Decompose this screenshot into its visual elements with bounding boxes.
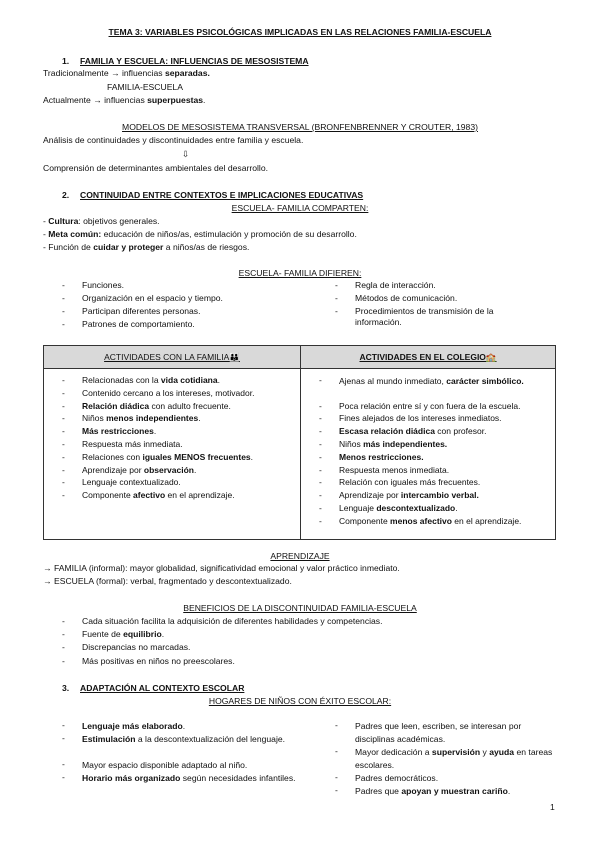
school-activities-header: ACTIVIDADES EN EL COLEGIO🏫 [301, 346, 556, 369]
aprendizaje-title: APRENDIZAJE [270, 551, 330, 561]
current-line: Actualmente → influencias superpuestas. [43, 95, 206, 105]
section-2-heading: CONTINUIDAD ENTRE CONTEXTOS E IMPLICACIONES EDUCATIVAS [80, 190, 364, 200]
differ-title: ESCUELA- FAMILIA DIFIEREN: [238, 268, 362, 278]
section-2-number: 2. [62, 190, 70, 200]
share-item: - Función de cuidar y proteger a niños/as de riesgos. [43, 242, 250, 252]
family-activities-cell: - Relacionadas con la vida cotidiana. - Contenido cercano a los intereses, motivador. - Relación diádica con adulto frecuente. - Niños menos independientes. - Más restricciones. - Respuesta más inmediata. - Relaciones con iguales MENOS frecuentes. - Aprendizaje por observación. - Lenguaje contextualizado. - Componente afectivo en el aprendizaje. [44, 369, 301, 540]
benefits-title: BENEFICIOS DE LA DISCONTINUIDAD FAMILIA-ESCUELA [183, 603, 417, 613]
page-number: 1 [550, 802, 555, 812]
activities-table [43, 345, 556, 540]
share-title: ESCUELA- FAMILIA COMPARTEN: [231, 203, 369, 213]
page-title: TEMA 3: VARIABLES PSICOLÓGICAS IMPLICADAS EN LAS RELACIONES FAMILIA-ESCUELA [108, 27, 492, 37]
analysis-line: Análisis de continuidades y discontinuidades entre familia y escuela. [43, 135, 304, 145]
section-1-number: 1. [62, 56, 70, 66]
family-activities-header: ACTIVIDADES CON LA FAMILIA👪 [44, 346, 301, 369]
aprendizaje-school-line: → ESCUELA (formal): verbal, fragmentado y descontextualizado. [43, 576, 292, 586]
section-1-heading: FAMILIA Y ESCUELA: INFLUENCIAS DE MESOSISTEMA [80, 56, 309, 66]
section-3-number: 3. [62, 683, 70, 693]
familia-escuela-label: FAMILIA-ESCUELA [107, 82, 183, 92]
school-activities-cell: - Ajenas al mundo inmediato, carácter simbólico. - Poca relación entre sí y con fuera de la escuela. - Fines alejados de los intereses inmediatos. - Escasa relación diádica con profesor. - Niños más independientes. - Menos restricciones. - Respuesta menos inmediata. - Relación con iguales más frecuentes. - Aprendizaje por intercambio verbal. - Lenguaje descontextualizado. - Componente menos afectivo en el aprendizaje. [301, 369, 556, 540]
mesosystem-model-title: MODELOS DE MESOSISTEMA TRANSVERSAL (BRONFENBRENNER Y CROUTER, 1983) [122, 122, 478, 132]
aprendizaje-family-line: → FAMILIA (informal): mayor globalidad, significatividad emocional y valor práctico inmediato. [43, 563, 400, 573]
successful-homes-title: HOGARES DE NIÑOS CON ÉXITO ESCOLAR: [208, 696, 392, 706]
share-item: - Cultura: objetivos generales. [43, 216, 160, 226]
section-3-heading: ADAPTACIÓN AL CONTEXTO ESCOLAR [80, 683, 245, 693]
comprehension-line: Comprensión de determinantes ambientales del desarrollo. [43, 163, 268, 173]
share-item: - Meta común: educación de niños/as, estimulación y promoción de su desarrollo. [43, 229, 357, 239]
traditional-line: Tradicionalmente → influencias separadas. [43, 68, 210, 78]
down-arrow-icon: ⇩ [182, 149, 190, 159]
